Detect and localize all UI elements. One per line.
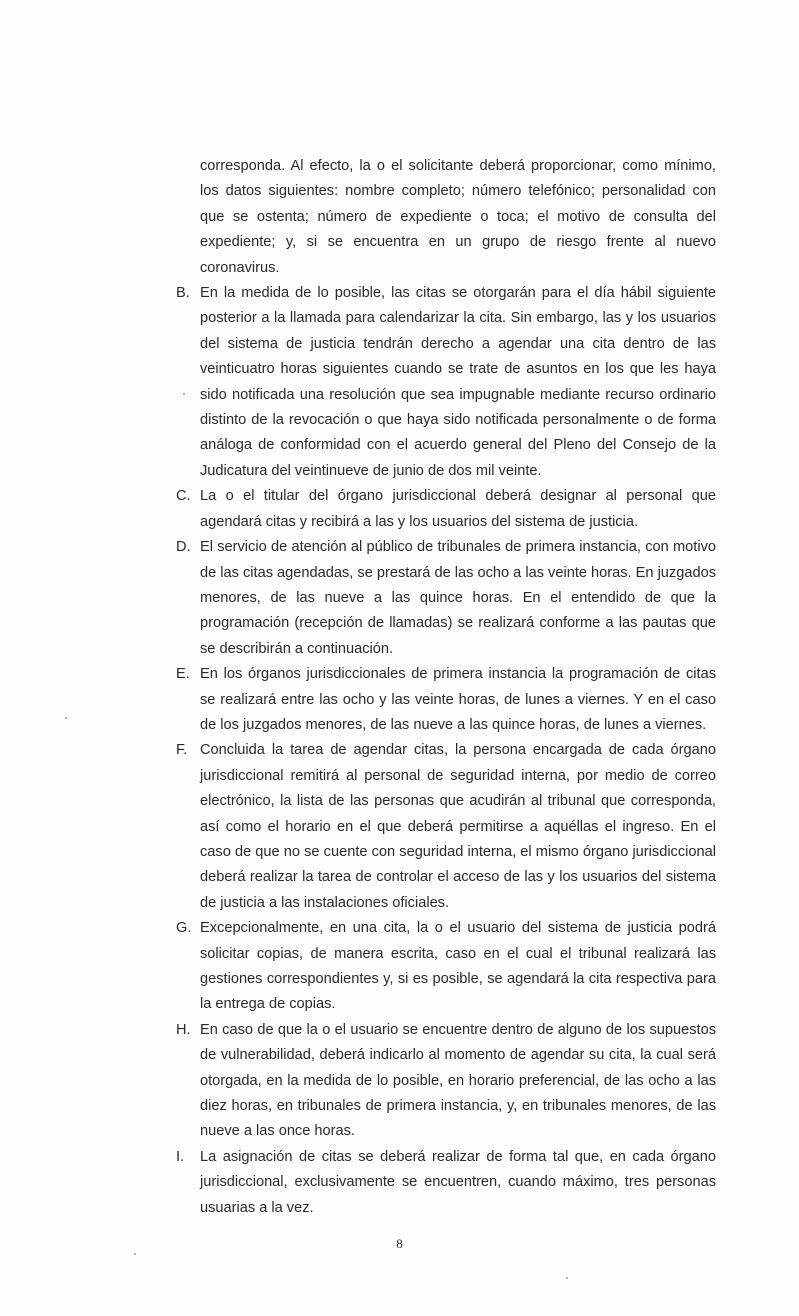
- list-item-letter: H.: [176, 1021, 191, 1038]
- list-item-letter: I.: [176, 1148, 185, 1165]
- list-item-d: [176, 535, 716, 662]
- list-item-b: [176, 281, 716, 484]
- list-item-text: La o el titular del órgano jurisdiccional deberá designar al personal que agendará citas y recibirá a las y los usuarios del sistema de justicia.: [200, 488, 716, 530]
- list-item-letter: G.: [176, 920, 192, 937]
- list-item-e: [176, 662, 716, 738]
- list-item-letter: F.: [176, 742, 188, 759]
- list-item-text: Concluida la tarea de agendar citas, la persona encargada de cada órgano jurisdiccional remitirá al personal de seguridad interna, por medio de correo electrónico, la lista de las personas que acudirán al tribunal que corresponda, así como el horario en el que deberá permitirse a aquéllas el ingreso. En el caso de que no se cuente con seguridad interna, el mismo órgano jurisdiccional deberá realizar la tarea de controlar el acceso de las y los usuarios del sistema de justicia a las instalaciones oficiales.: [200, 742, 716, 911]
- list-item-i: [176, 1145, 716, 1221]
- list-item-letter: B.: [176, 285, 190, 302]
- page-body: [176, 154, 716, 1221]
- list-item-h: [176, 1018, 716, 1145]
- list-item-letter: E.: [176, 666, 190, 683]
- intro-paragraph: corresponda. Al efecto, la o el solicitante deberá proporcionar, como mínimo, los datos siguientes: nombre completo; número telefónico; personalidad con que se ostenta; número de expediente o toca; el motivo de consulta del expediente; y, si se encuentra en un grupo de riesgo frente al nuevo coronavirus.: [200, 158, 716, 276]
- list-item-g: [176, 916, 716, 1018]
- page-number: 8: [396, 1236, 403, 1251]
- list-item-text: En los órganos jurisdiccionales de primera instancia la programación de citas se realizará entre las ocho y las veinte horas, de lunes a viernes. Y en el caso de los juzgados menores, de las nueve a las quince horas, de lunes a viernes.: [200, 666, 716, 733]
- list-item-f: [176, 738, 716, 916]
- list-item-text: El servicio de atención al público de tribunales de primera instancia, con motivo de las citas agendadas, se prestará de las ocho a las veinte horas. En juzgados menores, de las nueve a las quince horas. En el entendido de que la programación (recepción de llamadas) se realizará conforme a las pautas que se describirán a continuación.: [200, 539, 716, 657]
- scan-speck: [134, 1253, 136, 1255]
- scan-speck: [65, 717, 67, 719]
- list-item-letter: D.: [176, 539, 191, 556]
- list-item-c: [176, 484, 716, 535]
- list-item-text: En la medida de lo posible, las citas se otorgarán para el día hábil siguiente posterior a la llamada para calendarizar la cita. Sin embargo, las y los usuarios del sistema de justicia tendrán derecho a agendar una cita dentro de las veinticuatro horas siguientes cuando se trate de asuntos en los que les haya sido notificada una resolución que sea impugnable mediante recurso ordinario distinto de la revocación o que haya sido notificada personalmente o de forma análoga de conformidad con el acuerdo general del Pleno del Consejo de la Judicatura del veintinueve de junio de dos mil veinte.: [200, 285, 716, 479]
- scan-speck: [183, 393, 185, 395]
- scan-speck: [566, 1277, 568, 1279]
- list-item-text: La asignación de citas se deberá realizar de forma tal que, en cada órgano jurisdiccional, exclusivamente se encuentren, cuando máximo, tres personas usuarias a la vez.: [200, 1148, 716, 1216]
- list-item-text: Excepcionalmente, en una cita, la o el usuario del sistema de justicia podrá solicitar copias, de manera escrita, caso en el cual el tribunal realizará las gestiones correspondientes y, si es posible, se agendará la cita respectiva para la entrega de copias.: [200, 920, 716, 1013]
- list-item-text: En caso de que la o el usuario se encuentre dentro de alguno de los supuestos de vulnerabilidad, deberá indicarlo al momento de agendar su cita, la cual será otorgada, en la medida de lo posible, en horario preferencial, de las ocho a las diez horas, en tribunales de primera instancia, y, en tribunales menores, de las nueve a las once horas.: [200, 1021, 716, 1140]
- list-item-letter: C.: [176, 488, 191, 505]
